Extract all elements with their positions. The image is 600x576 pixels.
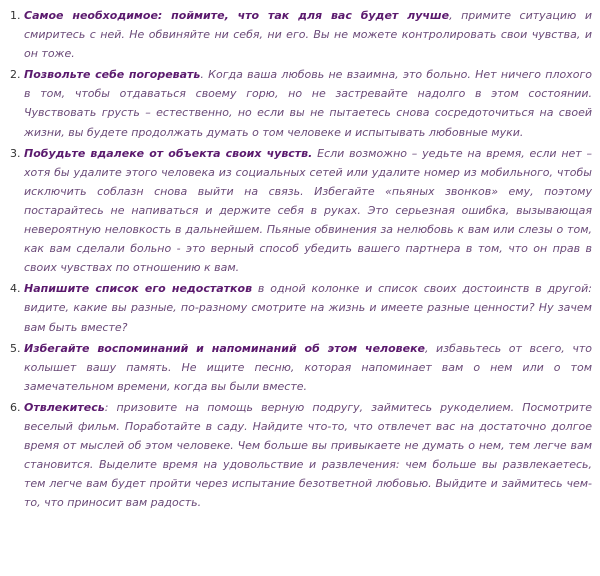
item-text: Если возможно – уедьте на время, если нет – хотя бы удалите этого человека из социальных сетей или удалите номер из мобильного, чтобы исключить соблазн снова выйти на связь. Избегайте «пьяных звонков» ему, поэтому постарайтесь не напиваться и держите себя в руках. Это серьезная ошибка, вызывающая невероятную неловкость в дальнейшем. Пьяные обвинения за нелюбовь к вам или слезы о том, как вам сделали больно - это верный способ убедить вашего партнера в том, что он прав в своих чувствах по отношению к вам.: [24, 146, 592, 275]
list-item: [24, 279, 592, 336]
list-item: [24, 144, 592, 278]
item-lead: Самое необходимое: поймите, что так для вас будет лучше: [24, 9, 450, 22]
item-lead: Напишите список его недостатков: [24, 282, 253, 296]
list-item: [24, 65, 592, 141]
item-lead: Избегайте воспоминаний и напоминаний об этом человеке: [24, 341, 425, 355]
list-item: [24, 339, 592, 396]
item-text: в одной колонке и список своих достоинств в другой: видите, какие вы разные, по-разному смотрите на жизнь и имеете разные ценности? Ну зачем вам быть вместе?: [24, 282, 592, 334]
item-text: : призовите на помощь верную подругу, займитесь рукоделием. Посмотрите веселый фильм. Поработайте в саду. Найдите что-то, что отвлечет вас на достаточно долгое время от мыслей об этом человеке. Чем больше вы привыкаете не думать о нем, тем легче вам становится. Выделите время на удовольствие и развлечения: чем больше вы развлекаетесь, тем легче вам будет пройти через испытание безответной любовью. Выйдите и займитесь чем-то, что приносит вам радость.: [24, 400, 592, 510]
list-item: [24, 398, 592, 513]
item-text: , избавьтесь от всего, что колышет вашу память. Не ищите песню, которая напоминает вам о нем или о том замечательном времени, когда вы были вместе.: [24, 341, 592, 393]
tips-list: [0, 6, 592, 512]
item-lead: Позвольте себе погоревать: [24, 68, 201, 82]
list-item: [24, 6, 592, 63]
item-lead: Отвлекитесь: [24, 400, 105, 414]
item-text: . Когда ваша любовь не взаимна, это больно. Нет ничего плохого в том, чтобы отдаваться своему горю, но не застревайте надолго в этом состоянии. Чувствовать грусть – естественно, но если вы не пытаетесь снова сосредоточиться на своей жизни, вы будете продолжать думать о том человеке и испытывать любовные муки.: [24, 68, 592, 139]
item-text: , примите ситуацию и смиритесь с ней. Не обвиняйте ни себя, ни его. Вы не можете контролировать свои чувства, и он тоже.: [24, 9, 592, 61]
item-lead: Побудьте вдалеке от объекта своих чувств.: [24, 146, 313, 160]
